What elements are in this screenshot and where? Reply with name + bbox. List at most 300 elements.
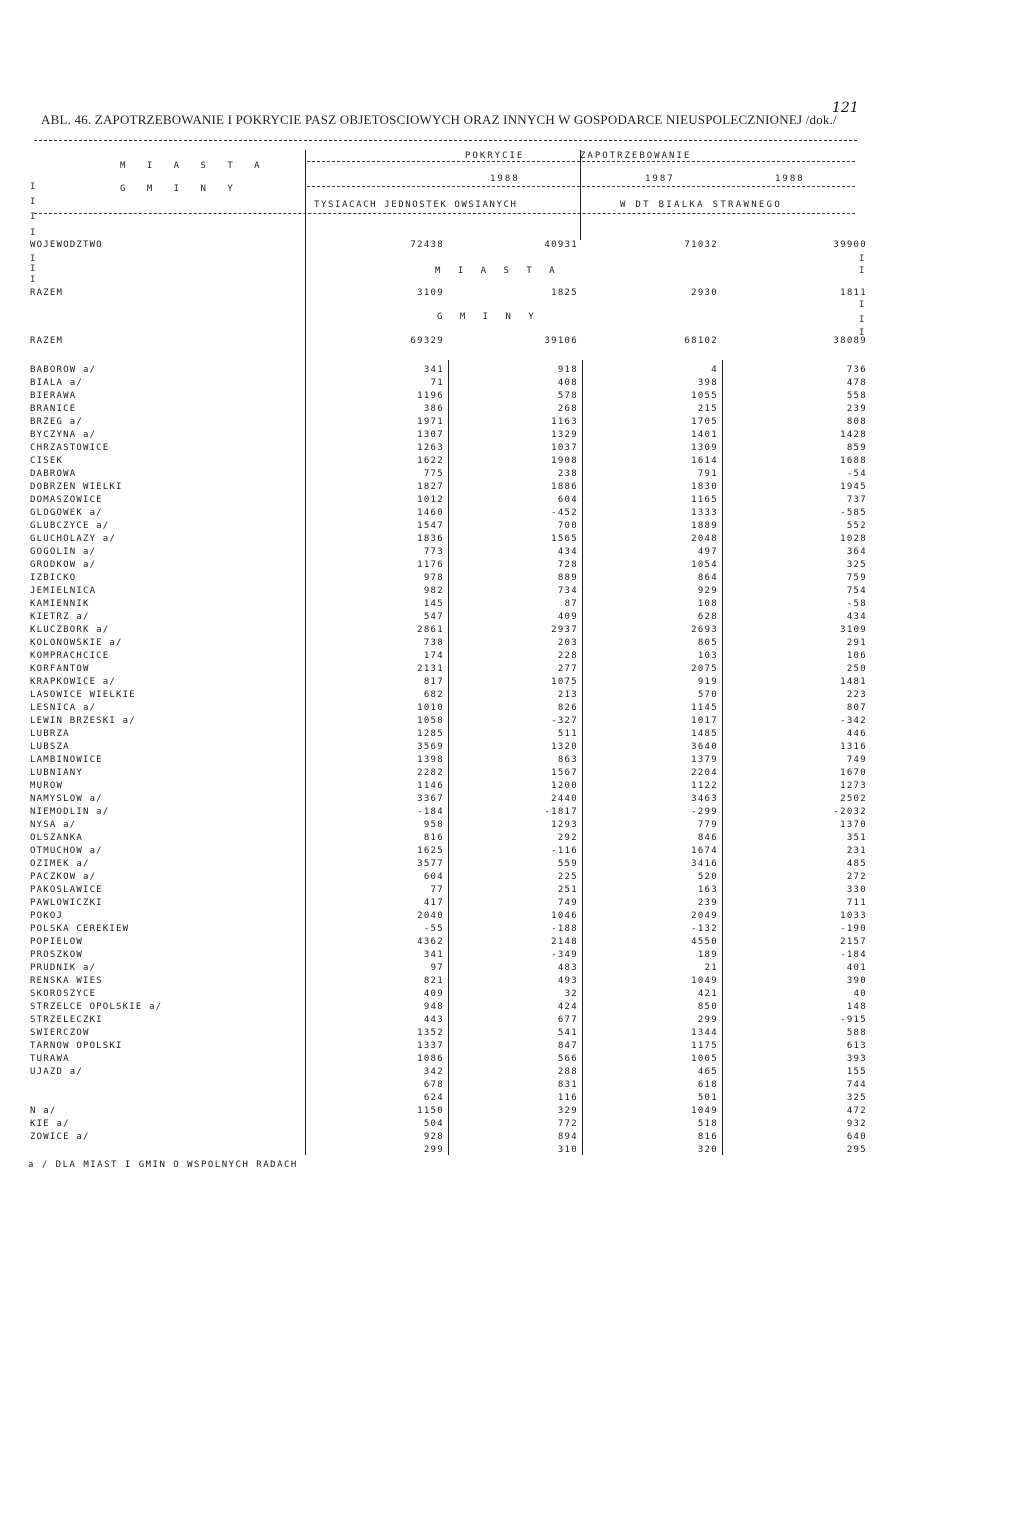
value-pokrycie-1988: 145	[423, 599, 444, 609]
value-zapotrzebowanie-1987: 1145	[691, 703, 718, 713]
value-pokrycie-bialko: 1293	[551, 820, 578, 830]
header-rule-2	[307, 186, 855, 187]
row-label: RAZEM	[30, 288, 64, 298]
value-pokrycie-bialko: 424	[557, 1002, 578, 1012]
row-label: LUBSZA	[30, 742, 70, 752]
value-pokrycie-1988: 417	[423, 898, 444, 908]
section-title-gminy: G M I N Y	[437, 312, 540, 322]
value-zapotrzebowanie-1987: 1674	[691, 846, 718, 856]
value-pokrycie-1988: 738	[423, 638, 444, 648]
value-zapotrzebowanie-1988: 295	[846, 1145, 867, 1155]
value-pokrycie-1988: 817	[423, 677, 444, 687]
row-label: TARNOW OPOLSKI	[30, 1041, 123, 1051]
row-label: PAKOSLAWICE	[30, 885, 103, 895]
value-zapotrzebowanie-1987: 2693	[691, 625, 718, 635]
value-pokrycie-1988: 1352	[417, 1028, 444, 1038]
value-zapotrzebowanie-1987: 2048	[691, 534, 718, 544]
value-pokrycie-1988: -55	[423, 924, 444, 934]
year-header-1988-b: 1988	[775, 174, 805, 184]
value-zapotrzebowanie-1987: 189	[697, 950, 718, 960]
row-label: STRZELECZKI	[30, 1015, 103, 1025]
value-pokrycie-1988: 69329	[410, 336, 444, 346]
value-zapotrzebowanie-1988: 231	[846, 846, 867, 856]
value-pokrycie-bialko: 292	[557, 833, 578, 843]
value-zapotrzebowanie-1988: 393	[846, 1054, 867, 1064]
value-zapotrzebowanie-1987: 299	[697, 1015, 718, 1025]
row-label: RAZEM	[30, 336, 64, 346]
value-zapotrzebowanie-1987: 398	[697, 378, 718, 388]
row-label: SWIERCZOW	[30, 1028, 90, 1038]
value-pokrycie-1988: 1150	[417, 1106, 444, 1116]
value-pokrycie-bialko: 277	[557, 664, 578, 674]
row-label: KIE a/	[30, 1119, 70, 1129]
value-pokrycie-1988: 504	[423, 1119, 444, 1129]
value-pokrycie-1988: 174	[423, 651, 444, 661]
value-pokrycie-1988: 1622	[417, 456, 444, 466]
value-pokrycie-1988: 1971	[417, 417, 444, 427]
row-label: MUROW	[30, 781, 64, 791]
value-zapotrzebowanie-1988: 239	[846, 404, 867, 414]
value-zapotrzebowanie-1987: 3640	[691, 742, 718, 752]
value-zapotrzebowanie-1987: 239	[697, 898, 718, 908]
value-zapotrzebowanie-1988: 390	[846, 976, 867, 986]
value-pokrycie-1988: 1196	[417, 391, 444, 401]
value-pokrycie-bialko: 749	[557, 898, 578, 908]
value-zapotrzebowanie-1987: 1309	[691, 443, 718, 453]
value-pokrycie-1988: 2040	[417, 911, 444, 921]
value-zapotrzebowanie-1988: 291	[846, 638, 867, 648]
value-zapotrzebowanie-1988: -58	[846, 599, 867, 609]
value-pokrycie-bialko: 116	[557, 1093, 578, 1103]
value-pokrycie-1988: -184	[417, 807, 444, 817]
value-zapotrzebowanie-1988: -2032	[833, 807, 867, 817]
edge-mark: I	[30, 197, 36, 207]
value-pokrycie-bialko: 2440	[551, 794, 578, 804]
edge-mark: I	[30, 254, 36, 264]
value-pokrycie-bialko: 203	[557, 638, 578, 648]
section-title-miasta: M I A S T A	[435, 266, 561, 276]
value-pokrycie-1988: 547	[423, 612, 444, 622]
value-zapotrzebowanie-1987: 1055	[691, 391, 718, 401]
value-pokrycie-bialko: 772	[557, 1119, 578, 1129]
value-zapotrzebowanie-1988: 1316	[840, 742, 867, 752]
value-pokrycie-bialko: -116	[551, 846, 578, 856]
row-label: NYSA a/	[30, 820, 77, 830]
value-pokrycie-bialko: 1825	[551, 288, 578, 298]
edge-mark: I	[859, 328, 865, 338]
units-title-miasta: M I A S T A	[120, 161, 268, 171]
value-zapotrzebowanie-1988: 446	[846, 729, 867, 739]
value-pokrycie-1988: 816	[423, 833, 444, 843]
value-zapotrzebowanie-1987: 1830	[691, 482, 718, 492]
value-zapotrzebowanie-1988: 40	[853, 989, 867, 999]
value-pokrycie-1988: 386	[423, 404, 444, 414]
value-pokrycie-bialko: 87	[564, 599, 578, 609]
value-zapotrzebowanie-1987: 215	[697, 404, 718, 414]
row-label: WOJEWODZTWO	[30, 240, 103, 250]
col-header-zapotrzebowanie: ZAPOTRZEBOWANIE	[580, 151, 692, 161]
row-label: KAMIENNIK	[30, 599, 90, 609]
value-zapotrzebowanie-1988: 737	[846, 495, 867, 505]
value-zapotrzebowanie-1988: 736	[846, 365, 867, 375]
value-zapotrzebowanie-1988: 1688	[840, 456, 867, 466]
value-zapotrzebowanie-1988: 472	[846, 1106, 867, 1116]
value-pokrycie-bialko: 700	[557, 521, 578, 531]
row-label: BIERAWA	[30, 391, 77, 401]
value-zapotrzebowanie-1988: 325	[846, 560, 867, 570]
value-pokrycie-1988: 604	[423, 872, 444, 882]
value-zapotrzebowanie-1987: 1379	[691, 755, 718, 765]
value-zapotrzebowanie-1987: 108	[697, 599, 718, 609]
year-header-1988: 1988	[490, 174, 520, 184]
value-zapotrzebowanie-1987: 1333	[691, 508, 718, 518]
divider-data-3	[722, 360, 723, 1155]
value-pokrycie-bialko: 2148	[551, 937, 578, 947]
value-zapotrzebowanie-1987: 1344	[691, 1028, 718, 1038]
value-zapotrzebowanie-1988: 807	[846, 703, 867, 713]
value-pokrycie-bialko: 39106	[544, 336, 578, 346]
edge-mark: I	[30, 264, 36, 274]
row-label: CISEK	[30, 456, 64, 466]
row-label: DABROWA	[30, 469, 77, 479]
value-zapotrzebowanie-1987: 779	[697, 820, 718, 830]
value-pokrycie-bialko: 578	[557, 391, 578, 401]
value-zapotrzebowanie-1988: 1670	[840, 768, 867, 778]
row-label: BABOROW a/	[30, 365, 97, 375]
value-pokrycie-1988: 1337	[417, 1041, 444, 1051]
value-zapotrzebowanie-1987: 929	[697, 586, 718, 596]
value-pokrycie-1988: 77	[430, 885, 444, 895]
value-zapotrzebowanie-1988: 1370	[840, 820, 867, 830]
value-pokrycie-bialko: 559	[557, 859, 578, 869]
value-zapotrzebowanie-1988: 749	[846, 755, 867, 765]
value-zapotrzebowanie-1987: 1705	[691, 417, 718, 427]
value-pokrycie-1988: 1547	[417, 521, 444, 531]
value-zapotrzebowanie-1988: 552	[846, 521, 867, 531]
value-pokrycie-1988: 341	[423, 365, 444, 375]
value-pokrycie-1988: 1625	[417, 846, 444, 856]
row-label: KLUCZBORK a/	[30, 625, 110, 635]
value-pokrycie-bialko: 566	[557, 1054, 578, 1064]
edge-mark: I	[30, 212, 36, 222]
edge-mark: I	[30, 228, 36, 238]
edge-mark: I	[30, 182, 36, 192]
row-label: SKOROSZYCE	[30, 989, 97, 999]
value-pokrycie-bialko: 1908	[551, 456, 578, 466]
value-pokrycie-1988: 3569	[417, 742, 444, 752]
value-zapotrzebowanie-1988: 640	[846, 1132, 867, 1142]
value-zapotrzebowanie-1987: 1889	[691, 521, 718, 531]
value-zapotrzebowanie-1988: -915	[840, 1015, 867, 1025]
value-zapotrzebowanie-1988: 351	[846, 833, 867, 843]
row-label: OZIMEK a/	[30, 859, 90, 869]
value-pokrycie-1988: 1146	[417, 781, 444, 791]
value-zapotrzebowanie-1987: 1017	[691, 716, 718, 726]
row-label: OTMUCHOW a/	[30, 846, 103, 856]
value-zapotrzebowanie-1987: 497	[697, 547, 718, 557]
row-label: ZOWICE a/	[30, 1132, 90, 1142]
value-zapotrzebowanie-1988: 38089	[833, 336, 867, 346]
row-label: LASOWICE WIELKIE	[30, 690, 136, 700]
value-pokrycie-bialko: 1075	[551, 677, 578, 687]
title-rule	[34, 140, 857, 141]
edge-mark: I	[859, 254, 865, 264]
value-zapotrzebowanie-1987: -299	[691, 807, 718, 817]
row-label: KOMPRACHCICE	[30, 651, 110, 661]
row-label: BIALA a/	[30, 378, 83, 388]
value-zapotrzebowanie-1987: 465	[697, 1067, 718, 1077]
value-pokrycie-1988: 2131	[417, 664, 444, 674]
value-pokrycie-1988: 773	[423, 547, 444, 557]
value-pokrycie-bialko: 604	[557, 495, 578, 505]
units-title-gminy: G M I N Y	[120, 184, 241, 194]
row-label: KORFANTOW	[30, 664, 90, 674]
value-pokrycie-1988: 1086	[417, 1054, 444, 1064]
value-zapotrzebowanie-1988: 808	[846, 417, 867, 427]
value-zapotrzebowanie-1988: 250	[846, 664, 867, 674]
row-label: GOGOLIN a/	[30, 547, 97, 557]
value-zapotrzebowanie-1988: 932	[846, 1119, 867, 1129]
value-zapotrzebowanie-1987: 1614	[691, 456, 718, 466]
value-pokrycie-1988: 1827	[417, 482, 444, 492]
value-zapotrzebowanie-1987: 518	[697, 1119, 718, 1129]
value-zapotrzebowanie-1988: 2502	[840, 794, 867, 804]
row-label: POPIELOW	[30, 937, 83, 947]
row-label: GLOGOWEK a/	[30, 508, 103, 518]
value-pokrycie-1988: 72438	[410, 240, 444, 250]
value-pokrycie-1988: 4362	[417, 937, 444, 947]
value-zapotrzebowanie-1987: 2930	[691, 288, 718, 298]
value-pokrycie-bialko: 511	[557, 729, 578, 739]
value-zapotrzebowanie-1988: 759	[846, 573, 867, 583]
value-pokrycie-bialko: 1163	[551, 417, 578, 427]
value-zapotrzebowanie-1988: 1033	[840, 911, 867, 921]
value-zapotrzebowanie-1987: 3416	[691, 859, 718, 869]
row-label: LUBNIANY	[30, 768, 83, 778]
value-pokrycie-1988: 1010	[417, 703, 444, 713]
divider-data-1	[448, 360, 449, 1155]
value-pokrycie-bialko: 728	[557, 560, 578, 570]
value-zapotrzebowanie-1988: 155	[846, 1067, 867, 1077]
col-header-pokrycie: POKRYCIE	[465, 151, 525, 161]
value-zapotrzebowanie-1987: 846	[697, 833, 718, 843]
row-label: POKOJ	[30, 911, 64, 921]
row-label: OLSZANKA	[30, 833, 83, 843]
value-pokrycie-bialko: -349	[551, 950, 578, 960]
value-pokrycie-1988: 624	[423, 1093, 444, 1103]
value-pokrycie-1988: 1012	[417, 495, 444, 505]
value-pokrycie-bialko: 826	[557, 703, 578, 713]
value-pokrycie-bialko: 310	[557, 1145, 578, 1155]
value-pokrycie-bialko: 213	[557, 690, 578, 700]
value-pokrycie-bialko: 434	[557, 547, 578, 557]
value-pokrycie-bialko: 1037	[551, 443, 578, 453]
value-pokrycie-1988: 982	[423, 586, 444, 596]
value-pokrycie-1988: 97	[430, 963, 444, 973]
row-label: BRZEG a/	[30, 417, 83, 427]
value-zapotrzebowanie-1988: 2157	[840, 937, 867, 947]
footnote: a / DLA MIAST I GMIN O WSPOLNYCH RADACH	[28, 1160, 298, 1170]
value-pokrycie-bialko: 2937	[551, 625, 578, 635]
value-zapotrzebowanie-1988: 711	[846, 898, 867, 908]
row-label: STRZELCE OPOLSKIE a/	[30, 1002, 163, 1012]
value-zapotrzebowanie-1987: 1401	[691, 430, 718, 440]
value-pokrycie-1988: 299	[423, 1145, 444, 1155]
value-zapotrzebowanie-1987: 71032	[684, 240, 718, 250]
row-label: KIETRZ a/	[30, 612, 90, 622]
value-pokrycie-bialko: 734	[557, 586, 578, 596]
value-pokrycie-1988: 1263	[417, 443, 444, 453]
value-pokrycie-bialko: 1200	[551, 781, 578, 791]
value-zapotrzebowanie-1987: 163	[697, 885, 718, 895]
row-label: LEWIN BRZESKI a/	[30, 716, 136, 726]
row-label: GLUBCZYCE a/	[30, 521, 110, 531]
value-pokrycie-bialko: 251	[557, 885, 578, 895]
value-pokrycie-1988: 341	[423, 950, 444, 960]
value-zapotrzebowanie-1988: 754	[846, 586, 867, 596]
row-label: JEMIELNICA	[30, 586, 97, 596]
value-zapotrzebowanie-1987: 1005	[691, 1054, 718, 1064]
value-zapotrzebowanie-1987: 2049	[691, 911, 718, 921]
value-zapotrzebowanie-1987: 864	[697, 573, 718, 583]
row-label: LUBRZA	[30, 729, 70, 739]
value-pokrycie-bialko: 863	[557, 755, 578, 765]
value-pokrycie-bialko: 493	[557, 976, 578, 986]
value-pokrycie-bialko: 268	[557, 404, 578, 414]
value-zapotrzebowanie-1988: 1481	[840, 677, 867, 687]
row-label: DOMASZOWICE	[30, 495, 103, 505]
value-zapotrzebowanie-1988: 1273	[840, 781, 867, 791]
value-zapotrzebowanie-1987: 21	[704, 963, 718, 973]
divider-header	[580, 150, 581, 240]
unit-header-left: TYSIACACH JEDNOSTEK OWSIANYCH	[314, 200, 518, 210]
value-zapotrzebowanie-1987: 501	[697, 1093, 718, 1103]
header-rule-1	[307, 161, 855, 162]
value-pokrycie-bialko: 1567	[551, 768, 578, 778]
value-pokrycie-bialko: 1046	[551, 911, 578, 921]
value-pokrycie-1988: 1058	[417, 716, 444, 726]
value-pokrycie-1988: 3109	[417, 288, 444, 298]
row-label: PRUDNIK a/	[30, 963, 97, 973]
value-pokrycie-1988: 2282	[417, 768, 444, 778]
value-zapotrzebowanie-1987: 1049	[691, 976, 718, 986]
value-pokrycie-1988: 958	[423, 820, 444, 830]
edge-mark: I	[859, 315, 865, 325]
value-zapotrzebowanie-1988: 1028	[840, 534, 867, 544]
value-pokrycie-bialko: 409	[557, 612, 578, 622]
row-label: PACZKOW a/	[30, 872, 97, 882]
row-label: KRAPKOWICE a/	[30, 677, 117, 687]
row-label: LAMBINOWICE	[30, 755, 103, 765]
value-zapotrzebowanie-1988: 39900	[833, 240, 867, 250]
row-label: LESNICA a/	[30, 703, 97, 713]
value-pokrycie-bialko: 40931	[544, 240, 578, 250]
value-zapotrzebowanie-1988: 478	[846, 378, 867, 388]
value-pokrycie-1988: 678	[423, 1080, 444, 1090]
value-zapotrzebowanie-1987: 1122	[691, 781, 718, 791]
value-pokrycie-bialko: 847	[557, 1041, 578, 1051]
value-zapotrzebowanie-1988: 148	[846, 1002, 867, 1012]
value-pokrycie-bialko: 408	[557, 378, 578, 388]
row-label: CHRZASTOWICE	[30, 443, 110, 453]
value-zapotrzebowanie-1988: -54	[846, 469, 867, 479]
edge-mark: I	[859, 266, 865, 276]
value-zapotrzebowanie-1988: 223	[846, 690, 867, 700]
value-zapotrzebowanie-1988: -342	[840, 716, 867, 726]
value-zapotrzebowanie-1987: 1485	[691, 729, 718, 739]
value-pokrycie-bialko: 238	[557, 469, 578, 479]
value-pokrycie-1988: 948	[423, 1002, 444, 1012]
value-zapotrzebowanie-1987: 1054	[691, 560, 718, 570]
value-zapotrzebowanie-1988: 558	[846, 391, 867, 401]
value-pokrycie-bialko: -188	[551, 924, 578, 934]
value-zapotrzebowanie-1987: 520	[697, 872, 718, 882]
value-pokrycie-bialko: 677	[557, 1015, 578, 1025]
value-zapotrzebowanie-1988: -184	[840, 950, 867, 960]
value-zapotrzebowanie-1987: 4550	[691, 937, 718, 947]
value-zapotrzebowanie-1987: 3463	[691, 794, 718, 804]
value-zapotrzebowanie-1988: 106	[846, 651, 867, 661]
value-pokrycie-bialko: -327	[551, 716, 578, 726]
row-label: POLSKA CEREKIEW	[30, 924, 130, 934]
value-zapotrzebowanie-1988: 485	[846, 859, 867, 869]
page-number: 121	[832, 100, 859, 116]
value-zapotrzebowanie-1988: 1428	[840, 430, 867, 440]
header-rule-3	[34, 213, 855, 214]
value-zapotrzebowanie-1988: 325	[846, 1093, 867, 1103]
value-zapotrzebowanie-1987: 1175	[691, 1041, 718, 1051]
edge-mark: I	[30, 275, 36, 285]
value-pokrycie-bialko: 1329	[551, 430, 578, 440]
value-zapotrzebowanie-1987: 421	[697, 989, 718, 999]
value-pokrycie-bialko: 32	[564, 989, 578, 999]
value-zapotrzebowanie-1987: 1165	[691, 495, 718, 505]
divider-data-2	[582, 360, 583, 1155]
value-zapotrzebowanie-1988: 859	[846, 443, 867, 453]
value-pokrycie-bialko: 1565	[551, 534, 578, 544]
row-label: DOBRZEN WIELKI	[30, 482, 123, 492]
row-label: UJAZD a/	[30, 1067, 83, 1077]
row-label: PROSZKOW	[30, 950, 83, 960]
value-zapotrzebowanie-1988: -190	[840, 924, 867, 934]
value-zapotrzebowanie-1987: 4	[711, 365, 718, 375]
row-label: N a/	[30, 1106, 57, 1116]
value-zapotrzebowanie-1987: -132	[691, 924, 718, 934]
value-pokrycie-1988: 1398	[417, 755, 444, 765]
value-pokrycie-bialko: 1886	[551, 482, 578, 492]
value-zapotrzebowanie-1988: 434	[846, 612, 867, 622]
row-label: TURAWA	[30, 1054, 70, 1064]
value-pokrycie-1988: 1460	[417, 508, 444, 518]
value-pokrycie-bialko: 225	[557, 872, 578, 882]
value-pokrycie-bialko: 329	[557, 1106, 578, 1116]
value-zapotrzebowanie-1988: 364	[846, 547, 867, 557]
value-pokrycie-1988: 3577	[417, 859, 444, 869]
value-zapotrzebowanie-1987: 850	[697, 1002, 718, 1012]
value-zapotrzebowanie-1988: 330	[846, 885, 867, 895]
value-pokrycie-1988: 1836	[417, 534, 444, 544]
value-pokrycie-1988: 409	[423, 989, 444, 999]
value-pokrycie-1988: 978	[423, 573, 444, 583]
value-pokrycie-1988: 1285	[417, 729, 444, 739]
value-pokrycie-bialko: -1817	[544, 807, 578, 817]
value-zapotrzebowanie-1988: 744	[846, 1080, 867, 1090]
value-pokrycie-bialko: 831	[557, 1080, 578, 1090]
value-zapotrzebowanie-1988: 1945	[840, 482, 867, 492]
value-zapotrzebowanie-1988: 401	[846, 963, 867, 973]
value-pokrycie-bialko: 228	[557, 651, 578, 661]
value-zapotrzebowanie-1988: 272	[846, 872, 867, 882]
